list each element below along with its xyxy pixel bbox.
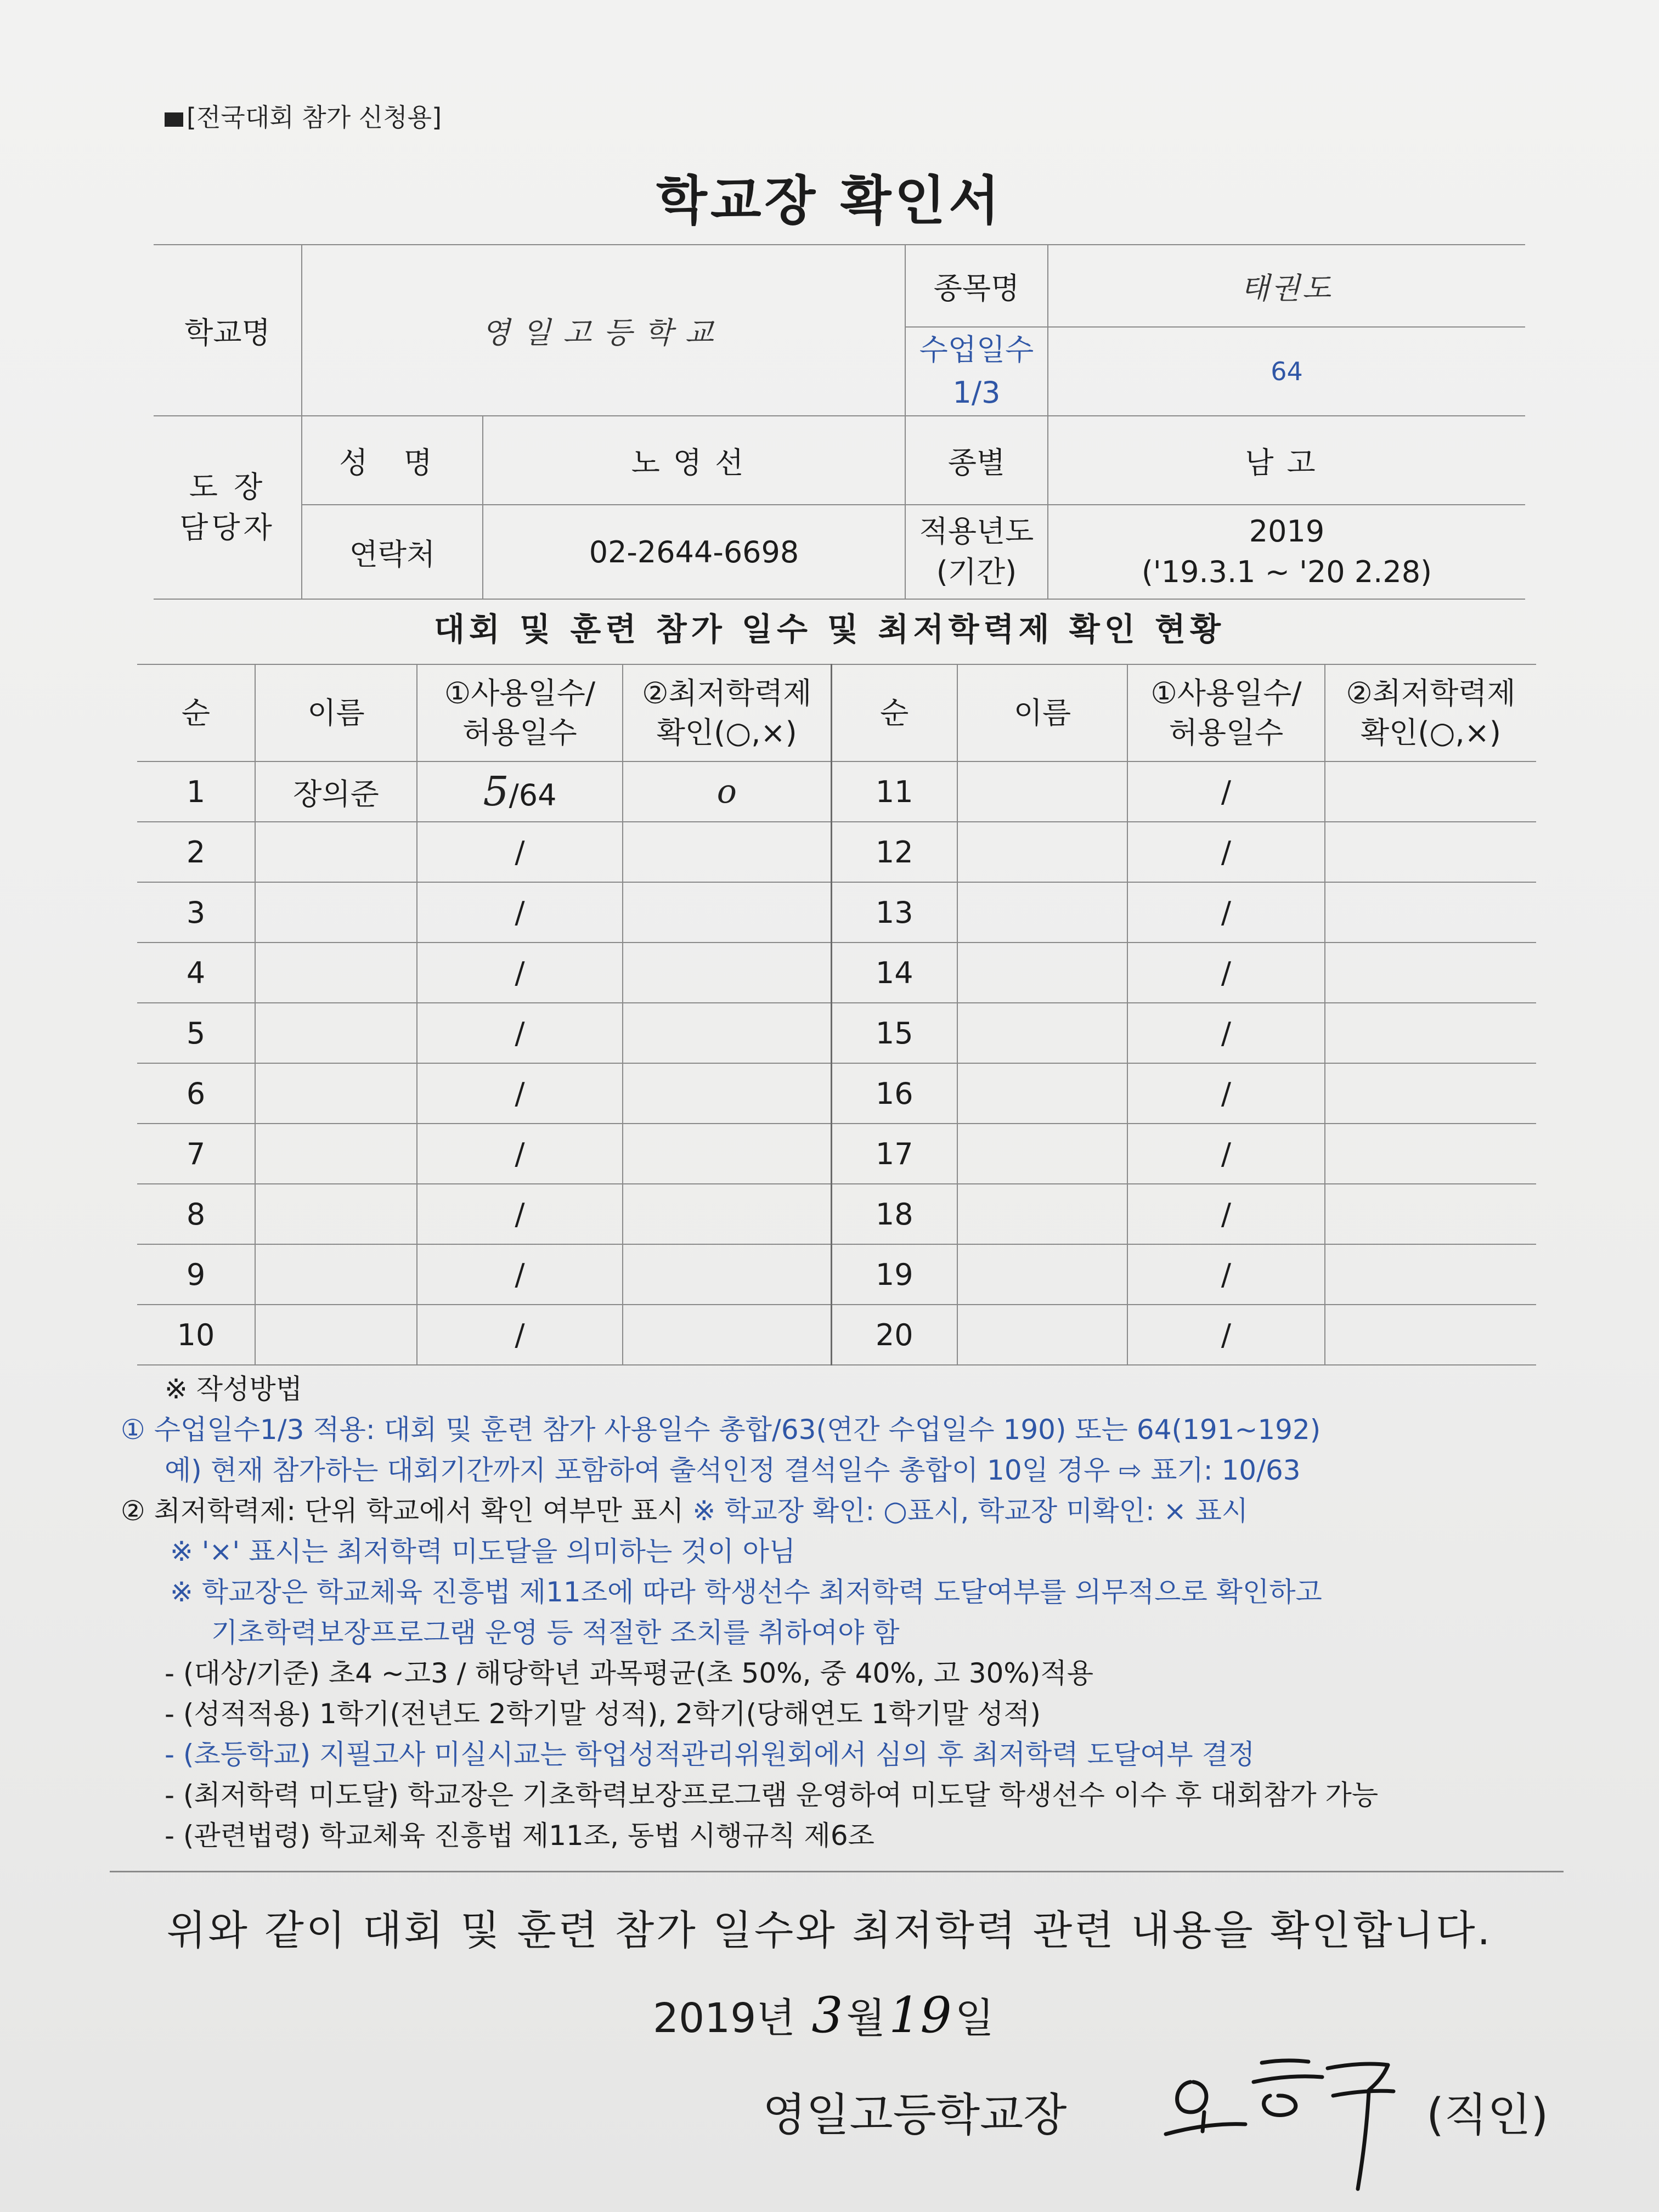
student-name — [255, 1124, 417, 1184]
header-no: 순 — [831, 664, 957, 761]
days-cell: / — [1127, 1305, 1325, 1365]
row-number: 6 — [137, 1063, 255, 1124]
days-cell: / — [1127, 882, 1325, 943]
check-cell — [1325, 1305, 1536, 1365]
days-cell: / — [417, 1244, 623, 1305]
days-cell: / — [417, 943, 623, 1003]
detail-3: - (초등학교) 지필고사 미실시교는 학업성적관리위원회에서 심의 후 최저학력 도달여부 결정 — [165, 1739, 1255, 1770]
check-cell — [623, 761, 831, 822]
row-number: 15 — [831, 1003, 957, 1063]
row-number: 12 — [831, 822, 957, 882]
row-number: 18 — [831, 1184, 957, 1244]
detail-1: - (대상/기준) 초4 ~고3 / 해당학년 과목평균(초 50%, 중 40%, 고 30%)적용 — [165, 1657, 1093, 1689]
student-name — [957, 822, 1127, 882]
table-row — [137, 1244, 1536, 1305]
class-days-label: 수업일수 1/3 — [905, 327, 1048, 416]
signing-date — [653, 1986, 994, 2044]
days-cell: / — [417, 822, 623, 882]
check-cell — [623, 1003, 831, 1063]
date-year: 2019년 — [653, 1995, 795, 2042]
divider — [110, 1871, 1564, 1872]
note-4b: 기초학력보장프로그램 운영 등 적절한 조치를 취하여야 함 — [211, 1617, 900, 1649]
days-cell: / — [1127, 1003, 1325, 1063]
student-name — [255, 882, 417, 943]
header-days: ①사용일수/ 허용일수 — [1127, 664, 1325, 761]
sport-value: 태권도 — [1048, 245, 1525, 327]
section-title: 대회 및 훈련 참가 일수 및 최저학력제 확인 현황 — [433, 611, 1226, 648]
table-header-row — [137, 664, 1536, 761]
row-number: 9 — [137, 1244, 255, 1305]
contact-label: 연락처 — [302, 505, 483, 599]
student-name — [255, 1244, 417, 1305]
date-month-handwritten: 3 — [811, 1987, 843, 2044]
school-name-value: 영일고등학교 — [302, 245, 905, 416]
check-cell — [623, 882, 831, 943]
student-name — [255, 1003, 417, 1063]
header-name: 이름 — [255, 664, 417, 761]
student-name — [255, 822, 417, 882]
row-number: 2 — [137, 822, 255, 882]
table-row — [137, 943, 1536, 1003]
check-cell — [623, 943, 831, 1003]
official-seal-label: (직인) — [1426, 2089, 1549, 2141]
allowed-days: /64 — [509, 778, 557, 812]
date-day-handwritten: 19 — [889, 1987, 952, 2044]
confirmation-text: 위와 같이 대회 및 훈련 참가 일수와 최저학력 관련 내용을 확인합니다. — [166, 1907, 1493, 1954]
student-name — [255, 1063, 417, 1124]
document-title: 학교장 확인서 — [656, 170, 1003, 232]
row-number: 10 — [137, 1305, 255, 1365]
note-1b: 예) 현재 참가하는 대회기간까지 포함하여 출석인정 결석일수 총합이 10일 경우 ⇨ 표기: 10/63 — [165, 1454, 1301, 1486]
header-check: ②최저학력제 확인(○,×) — [623, 664, 831, 761]
check-cell — [623, 1184, 831, 1244]
row-number: 11 — [831, 761, 957, 822]
days-cell: / — [417, 1305, 623, 1365]
check-cell — [623, 822, 831, 882]
form-type-label: [전국대회 참가 신청용] — [187, 103, 442, 132]
days-cell: / — [1127, 761, 1325, 822]
check-cell — [1325, 943, 1536, 1003]
header-no: 순 — [137, 664, 255, 761]
student-name — [957, 1003, 1127, 1063]
days-cell: / — [1127, 822, 1325, 882]
category-label: 종별 — [905, 416, 1048, 505]
student-name — [957, 1244, 1127, 1305]
student-name — [957, 882, 1127, 943]
days-cell: / — [417, 1124, 623, 1184]
student-name — [957, 1184, 1127, 1244]
form-type-tag — [165, 98, 442, 134]
header-days: ①사용일수/ 허용일수 — [417, 664, 623, 761]
table-row — [137, 1305, 1536, 1365]
check-cell — [623, 1244, 831, 1305]
student-name — [957, 1063, 1127, 1124]
category-value: 남고 — [1048, 416, 1525, 505]
year-value: 2019 ('19.3.1 ~ '20 2.28) — [1048, 505, 1525, 599]
row-number: 17 — [831, 1124, 957, 1184]
days-cell: / — [1127, 1184, 1325, 1244]
check-cell — [623, 1063, 831, 1124]
header-check: ②최저학력제 확인(○,×) — [1325, 664, 1536, 761]
used-days-handwritten: 5 — [483, 768, 509, 815]
student-name — [255, 1184, 417, 1244]
row-number: 14 — [831, 943, 957, 1003]
coach-label: 도 장 담당자 — [154, 416, 302, 599]
row-number: 19 — [831, 1244, 957, 1305]
student-name — [957, 1124, 1127, 1184]
row-number: 3 — [137, 882, 255, 943]
check-cell — [1325, 882, 1536, 943]
principal-title: 영일고등학교장 — [763, 2089, 1067, 2141]
days-cell: / — [417, 1003, 623, 1063]
table-row — [137, 1063, 1536, 1124]
note-2: ② 최저학력제: 단위 학교에서 확인 여부만 표시 ※ 학교장 확인: ○표시, 학교장 미확인: × 표시 — [121, 1495, 1249, 1527]
school-info-table — [154, 244, 1525, 600]
date-day-unit: 일 — [955, 1995, 995, 2042]
student-name — [255, 1305, 417, 1365]
row-number: 1 — [137, 761, 255, 822]
check-cell — [1325, 1244, 1536, 1305]
row-number: 20 — [831, 1305, 957, 1365]
row-number: 16 — [831, 1063, 957, 1124]
detail-4: - (최저학력 미도달) 학교장은 기초학력보장프로그램 운영하여 미도달 학생선수 이수 후 대회참가 가능 — [165, 1779, 1379, 1811]
table-row — [137, 1184, 1536, 1244]
year-label: 적용년도 (기간) — [905, 505, 1048, 599]
days-cell: / — [1127, 943, 1325, 1003]
table-row — [137, 761, 1536, 822]
table-row — [137, 882, 1536, 943]
check-cell — [623, 1305, 831, 1365]
contact-value: 02-2644-6698 — [483, 505, 905, 599]
check-cell — [1325, 1003, 1536, 1063]
instructions-heading: ※ 작성방법 — [165, 1373, 302, 1405]
note-1a: ① 수업일수1/3 적용: 대회 및 훈련 참가 사용일수 총합/63(연간 수업일수 190) 또는 64(191~192) — [121, 1414, 1321, 1446]
principal-signature — [1152, 2030, 1426, 2194]
note-4a: ※ 학교장은 학교체육 진흥법 제11조에 따라 학생선수 최저학력 도달여부를 의무적으로 확인하고 — [170, 1576, 1322, 1608]
detail-5: - (관련법령) 학교체육 진흥법 제11조, 동법 시행규칙 제6조 — [165, 1820, 874, 1852]
row-number: 13 — [831, 882, 957, 943]
check-cell — [1325, 1184, 1536, 1244]
check-cell — [1325, 761, 1536, 822]
days-cell: / — [1127, 1063, 1325, 1124]
row-number: 4 — [137, 943, 255, 1003]
note-3: ※ '×' 표시는 최저학력 미도달을 의미하는 것이 아님 — [170, 1536, 796, 1567]
days-cell: / — [1127, 1244, 1325, 1305]
days-cell: / — [1127, 1124, 1325, 1184]
row-number: 8 — [137, 1184, 255, 1244]
check-cell — [1325, 1124, 1536, 1184]
table-row — [137, 822, 1536, 882]
detail-2: - (성적적용) 1학기(전년도 2학기말 성적), 2학기(당해연도 1학기말 성적) — [165, 1698, 1041, 1730]
table-row — [137, 1003, 1536, 1063]
date-month-unit: 월 — [846, 1995, 886, 2042]
row-number: 7 — [137, 1124, 255, 1184]
student-name — [957, 1305, 1127, 1365]
check-cell — [623, 1124, 831, 1184]
days-cell — [417, 761, 623, 822]
table-row — [137, 1124, 1536, 1184]
check-cell — [1325, 822, 1536, 882]
square-bullet-icon — [165, 112, 183, 127]
instructions — [121, 1369, 1558, 1856]
header-name: 이름 — [957, 664, 1127, 761]
days-cell: / — [417, 882, 623, 943]
class-days-value: 64 — [1048, 327, 1525, 416]
coach-name-value: 노영선 — [483, 416, 905, 505]
student-name — [957, 761, 1127, 822]
days-cell: / — [417, 1184, 623, 1244]
student-name — [255, 943, 417, 1003]
row-number: 5 — [137, 1003, 255, 1063]
student-name: 장의준 — [255, 761, 417, 822]
name-label: 성 명 — [302, 416, 483, 505]
sport-label: 종목명 — [905, 245, 1048, 327]
school-name-label: 학교명 — [154, 245, 302, 416]
check-cell — [1325, 1063, 1536, 1124]
days-cell: / — [417, 1063, 623, 1124]
student-name — [957, 943, 1127, 1003]
participation-table — [137, 664, 1536, 1365]
check-mark-handwritten: o — [716, 772, 737, 811]
